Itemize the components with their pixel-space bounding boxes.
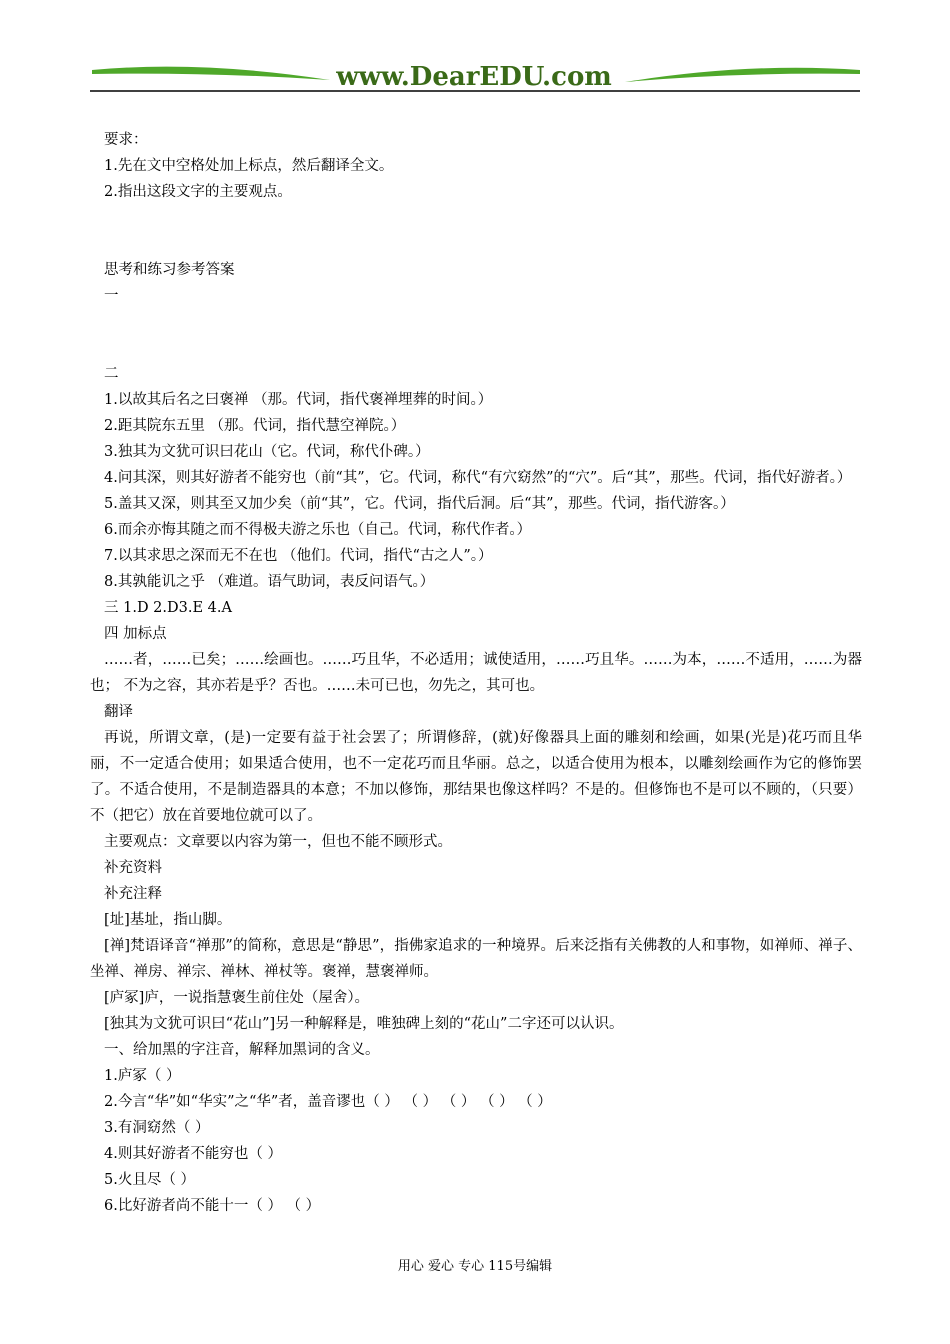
answer-item: 3.独其为文犹可识曰花山（它。代词，称代仆碑。） [104,444,430,460]
translation-text: 再说，所谓文章，(是)一定要有益于社会罢了；所谓修辞，(就)好像器具上面的雕刻和绘画，如果(光是)花巧而且华丽，不一定适合使用；如果适合使用，也不一定花巧而且华丽。总之，以适合使用为根本，以雕刻绘画作为它的修饰罢了。不适合使用，不是制造器具的本意；不加以修饰，那结果也像这样吗？不是的。但修饰也不是可以不顾的，（只要）不（把它）放在首要地位就可以了。 [90,730,862,824]
exercise-item: 3.有洞窈然（ ） [104,1120,210,1136]
punctuation-answer: ……者，……已矣；……绘画也。……巧且华，不必适用；诚使适用，……巧且华。……为本，……不适用，……为器也； 不为之容，其亦若是乎？否也。……未可已也，勿先之，其可也。 [90,652,862,694]
exercise-title: 一、给加黑的字注音，解释加黑词的含义。 [104,1042,380,1058]
exercise-item: 2.今言“华”如“华实”之“华”者，盖音谬也（ ） （ ） （ ） （ ） （ ） [104,1094,552,1110]
section-heading: 一 [104,288,119,304]
answer-item: 6.而余亦悔其随之而不得极夫游之乐也（自己。代词，称代作者。） [104,522,532,538]
note-item: [独其为文犹可识曰“花山”]另一种解释是，唯独碑上刻的“花山”二字还可以认识。 [104,1016,624,1032]
left-swoosh-icon [92,67,330,80]
exercise-item: 5.火且尽（ ） [104,1172,195,1188]
section-answer: 三 1.D 2.D3.E 4.A [104,600,232,616]
supplement-title: 补充资料 [104,860,162,876]
supplement-notes-title: 补充注释 [104,886,162,902]
site-logo[interactable]: www.DearEDU.com [336,62,612,92]
right-swoosh-icon [625,68,860,82]
section-heading: 四 加标点 [104,626,167,642]
answer-item: 2.距其院东五里 （那。代词，指代慧空禅院。） [104,418,406,434]
answers-title: 思考和练习参考答案 [104,262,235,278]
note-item: [庐冢]庐，一说指慧褒生前住处（屋舍）。 [104,990,370,1006]
exercise-item: 6.比好游者尚不能十一（ ） （ ） [104,1198,321,1214]
main-viewpoint: 主要观点：文章要以内容为第一，但也不能不顾形式。 [104,834,452,850]
note-item: [址]基址，指山脚。 [104,912,232,928]
document-body [90,127,862,1219]
exercise-item: 4.则其好游者不能穷也（ ） [104,1146,282,1162]
page-footer: 用心 爱心 专心 115号编辑 [397,1259,553,1274]
answer-item: 4.问其深，则其好游者不能穷也（前“其”，它。代词，称代“有穴窈然”的“穴”。后“其”，那些。代词，指代好游者。） [104,470,852,486]
section-heading: 二 [104,366,119,382]
exercise-item: 1.庐冢（ ） [104,1068,181,1084]
answer-item: 5.盖其又深，则其至又加少矣（前“其”，它。代词，指代后洞。后“其”，那些。代词，指代游客。） [104,496,735,512]
answer-item: 8.其孰能讥之乎 （难道。语气助词，表反问语气。） [104,574,435,590]
requirement-item: 1.先在文中空格处加上标点，然后翻译全文。 [104,158,394,174]
answer-item: 1.以故其后名之曰褒禅 （那。代词，指代褒禅埋葬的时间。） [104,392,493,408]
note-item: [禅]梵语译音“禅那”的简称，意思是“静思”，指佛家追求的一种境界。后来泛指有关佛教的人和事物，如禅师、禅子、坐禅、禅房、禅宗、禅林、禅杖等。褒禅，慧褒禅师。 [90,938,862,980]
site-header [0,0,950,100]
translation-title: 翻译 [104,704,133,720]
requirement-item: 2.指出这段文字的主要观点。 [104,184,292,200]
requirements-title: 要求： [104,132,148,148]
answer-item: 7.以其求思之深而无不在也 （他们。代词，指代“古之人”。） [104,548,493,564]
